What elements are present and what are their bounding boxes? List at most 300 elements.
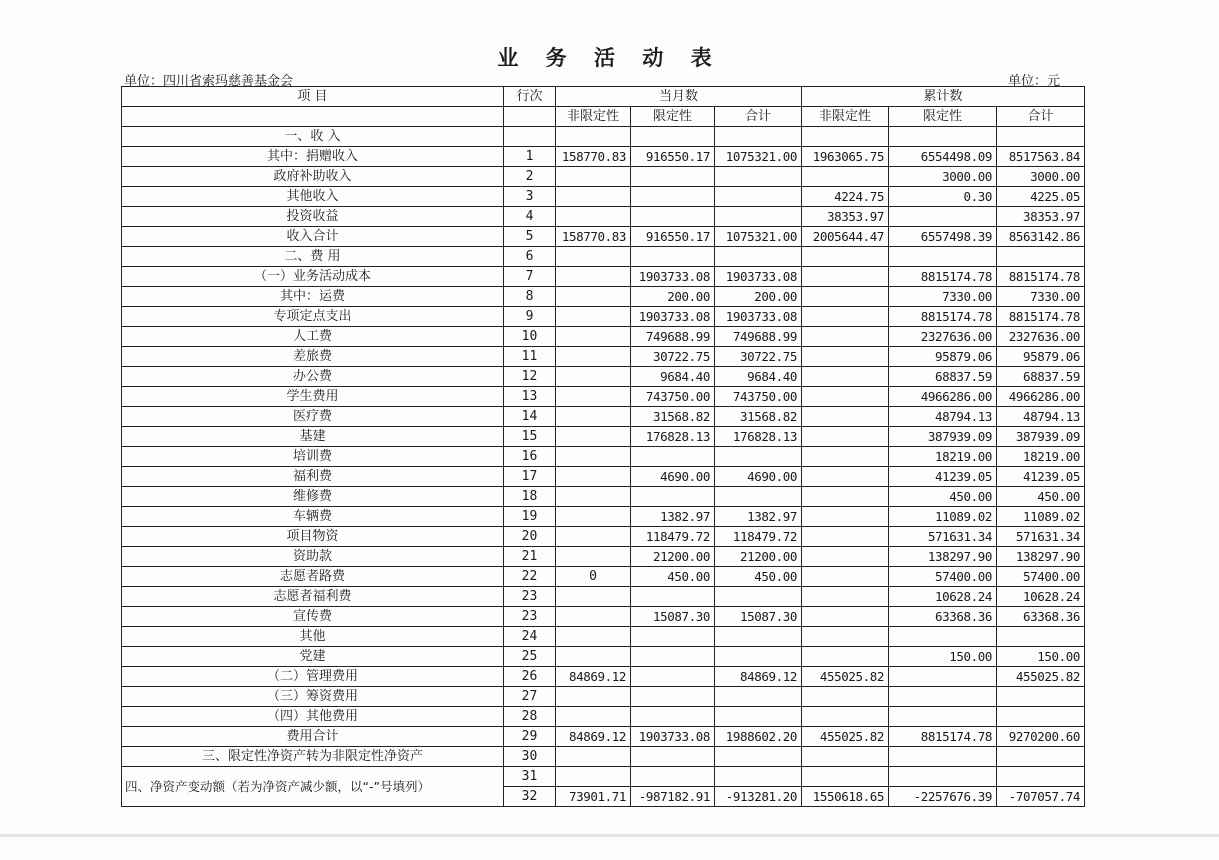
cell-cum-total: 3000.00 [997,167,1085,187]
header-current-month: 当月数 [556,87,802,107]
cell-cum-restricted: 7330.00 [889,287,997,307]
page-title: 业 务 活 动 表 [497,46,722,70]
cell-cum-unrestricted: 455025.82 [802,667,889,687]
cell-month-unrestricted [556,207,631,227]
row-line-no: 15 [504,427,556,447]
cell-month-restricted: 743750.00 [631,387,715,407]
row-line-no: 11 [504,347,556,367]
cell-cum-restricted: 63368.36 [889,607,997,627]
activity-statement-table [121,86,1085,807]
cell-cum-restricted [889,747,997,767]
cell-cum-total [997,747,1085,767]
cell-month-restricted [631,447,715,467]
cell-cum-total: 455025.82 [997,667,1085,687]
row-item-label: （三）筹资费用 [122,687,504,707]
cell-cum-restricted: 48794.13 [889,407,997,427]
cell-cum-unrestricted [802,607,889,627]
scan-edge-line [0,834,1219,837]
row-line-no: 9 [504,307,556,327]
cell-cum-unrestricted [802,407,889,427]
row-line-no: 19 [504,507,556,527]
cell-cum-total: 7330.00 [997,287,1085,307]
cell-month-restricted [631,247,715,267]
cell-month-restricted: 749688.99 [631,327,715,347]
cell-month-restricted: 916550.17 [631,227,715,247]
cell-cum-restricted: -2257676.39 [889,787,997,807]
cell-cum-total [997,127,1085,147]
header-cum-unrestricted: 非限定性 [802,107,889,127]
table-row [122,647,1085,667]
cell-empty [556,767,631,787]
cell-month-restricted: 21200.00 [631,547,715,567]
cell-month-unrestricted [556,367,631,387]
cell-cum-total: 571631.34 [997,527,1085,547]
cell-month-total: 1903733.08 [715,267,802,287]
cell-month-restricted: 1903733.08 [631,307,715,327]
row-line-no: 23 [504,587,556,607]
row-line-no: 7 [504,267,556,287]
cell-month-unrestricted [556,627,631,647]
cell-cum-unrestricted [802,647,889,667]
cell-month-total [715,167,802,187]
cell-month-total [715,647,802,667]
cell-cum-total: -707057.74 [997,787,1085,807]
row-line-no: 24 [504,627,556,647]
cell-month-unrestricted [556,607,631,627]
cell-cum-total: 41239.05 [997,467,1085,487]
row-line-no: 21 [504,547,556,567]
row-item-label: 医疗费 [122,407,504,427]
cell-cum-unrestricted [802,567,889,587]
table-row [122,607,1085,627]
row-line-no: 29 [504,727,556,747]
cell-month-unrestricted [556,707,631,727]
row-item-label: 基建 [122,427,504,447]
cell-month-total: -913281.20 [715,787,802,807]
cell-month-total: 749688.99 [715,327,802,347]
cell-cum-unrestricted: 2005644.47 [802,227,889,247]
table-row [122,567,1085,587]
row-item-label: 志愿者路费 [122,567,504,587]
cell-cum-restricted: 2327636.00 [889,327,997,347]
header-item: 项 目 [122,87,504,107]
cell-month-unrestricted: 158770.83 [556,147,631,167]
cell-cum-total: 95879.06 [997,347,1085,367]
cell-cum-total: 8517563.84 [997,147,1085,167]
cell-cum-total: 8563142.86 [997,227,1085,247]
row-line-no: 16 [504,447,556,467]
cell-cum-restricted: 4966286.00 [889,387,997,407]
row-item-label: 投资收益 [122,207,504,227]
table-row [122,287,1085,307]
cell-cum-unrestricted: 1550618.65 [802,787,889,807]
cell-cum-restricted [889,127,997,147]
cell-cum-unrestricted: 1963065.75 [802,147,889,167]
cell-cum-restricted: 8815174.78 [889,307,997,327]
cell-cum-unrestricted [802,507,889,527]
cell-month-total: 30722.75 [715,347,802,367]
cell-month-unrestricted [556,407,631,427]
row-item-label: 一、收 入 [122,127,504,147]
header-cum-total: 合计 [997,107,1085,127]
cell-cum-unrestricted [802,687,889,707]
row-line-no: 22 [504,567,556,587]
cell-month-restricted: 118479.72 [631,527,715,547]
table-row [122,367,1085,387]
cell-month-total [715,687,802,707]
row-line-no: 26 [504,667,556,687]
header-cumulative: 累计数 [802,87,1085,107]
table-row [122,307,1085,327]
row-line-no: 1 [504,147,556,167]
cell-cum-total: 68837.59 [997,367,1085,387]
cell-month-total [715,707,802,727]
row-item-label: 政府补助收入 [122,167,504,187]
cell-cum-unrestricted [802,127,889,147]
row-line-no: 25 [504,647,556,667]
cell-cum-restricted: 150.00 [889,647,997,667]
cell-month-total [715,487,802,507]
cell-cum-restricted: 18219.00 [889,447,997,467]
row-line-no: 4 [504,207,556,227]
cell-month-unrestricted [556,427,631,447]
cell-cum-unrestricted [802,527,889,547]
row-item-label: 培训费 [122,447,504,467]
cell-month-unrestricted [556,267,631,287]
cell-month-unrestricted [556,507,631,527]
cell-month-restricted [631,487,715,507]
row-line-no: 32 [504,787,556,807]
cell-month-restricted [631,127,715,147]
cell-cum-unrestricted [802,487,889,507]
cell-month-restricted [631,207,715,227]
cell-month-restricted [631,687,715,707]
table-row [122,467,1085,487]
row-item-label: 二、费 用 [122,247,504,267]
cell-month-total: 9684.40 [715,367,802,387]
cell-cum-restricted: 10628.24 [889,587,997,607]
cell-month-restricted [631,747,715,767]
cell-cum-total: 8815174.78 [997,307,1085,327]
row-line-no: 12 [504,367,556,387]
header-row-1 [122,87,1085,107]
cell-cum-unrestricted [802,547,889,567]
cell-cum-total: 4225.05 [997,187,1085,207]
cell-month-unrestricted [556,307,631,327]
cell-month-restricted [631,707,715,727]
cell-month-total [715,447,802,467]
header-blank [122,107,504,127]
row-item-label: 三、限定性净资产转为非限定性净资产 [122,747,504,767]
row-line-no: 3 [504,187,556,207]
cell-cum-total [997,687,1085,707]
table-row [122,667,1085,687]
row-item-label: 人工费 [122,327,504,347]
cell-month-unrestricted [556,247,631,267]
row-line-no: 2 [504,167,556,187]
table-row [122,507,1085,527]
cell-month-restricted [631,667,715,687]
table-row [122,747,1085,767]
cell-cum-total: 8815174.78 [997,267,1085,287]
row-item-label: 宣传费 [122,607,504,627]
cell-cum-unrestricted: 4224.75 [802,187,889,207]
table-row [122,267,1085,287]
cell-month-restricted: 15087.30 [631,607,715,627]
currency-unit: 单位：元 [1008,74,1061,89]
row-item-label: 维修费 [122,487,504,507]
cell-month-unrestricted [556,587,631,607]
row-item-label: 资助款 [122,547,504,567]
cell-month-restricted [631,167,715,187]
cell-month-unrestricted: 84869.12 [556,667,631,687]
cell-cum-total: 57400.00 [997,567,1085,587]
cell-cum-restricted [889,687,997,707]
cell-cum-unrestricted [802,167,889,187]
cell-month-total: 31568.82 [715,407,802,427]
cell-month-unrestricted [556,387,631,407]
cell-month-unrestricted [556,527,631,547]
cell-month-total [715,627,802,647]
cell-month-restricted: 30722.75 [631,347,715,367]
table-row [122,587,1085,607]
cell-month-unrestricted [556,547,631,567]
table-row [122,687,1085,707]
cell-cum-restricted: 11089.02 [889,507,997,527]
row-line-no: 18 [504,487,556,507]
cell-month-restricted: 1382.97 [631,507,715,527]
cell-cum-restricted [889,207,997,227]
row-line-no [504,127,556,147]
table-row [122,127,1085,147]
cell-month-restricted: 31568.82 [631,407,715,427]
row-line-no: 23 [504,607,556,627]
cell-cum-total [997,627,1085,647]
cell-cum-total: 2327636.00 [997,327,1085,347]
cell-cum-unrestricted [802,327,889,347]
cell-cum-total: 4966286.00 [997,387,1085,407]
cell-month-unrestricted [556,287,631,307]
cell-cum-unrestricted [802,387,889,407]
cell-cum-unrestricted [802,627,889,647]
row-item-label: 办公费 [122,367,504,387]
cell-month-total [715,247,802,267]
header-cum-restricted: 限定性 [889,107,997,127]
cell-cum-unrestricted [802,747,889,767]
cell-empty [889,767,997,787]
cell-month-total: 118479.72 [715,527,802,547]
cell-month-total: 21200.00 [715,547,802,567]
cell-cum-unrestricted: 38353.97 [802,207,889,227]
cell-month-total: 1988602.20 [715,727,802,747]
header-month-total: 合计 [715,107,802,127]
row-line-no: 13 [504,387,556,407]
cell-cum-restricted: 41239.05 [889,467,997,487]
row-item-label: 其他 [122,627,504,647]
cell-month-total: 450.00 [715,567,802,587]
row-item-label: 党建 [122,647,504,667]
cell-month-unrestricted [556,467,631,487]
cell-month-unrestricted [556,327,631,347]
cell-cum-restricted: 571631.34 [889,527,997,547]
cell-month-restricted: -987182.91 [631,787,715,807]
cell-month-total: 200.00 [715,287,802,307]
row-item-label: 其中：运费 [122,287,504,307]
row-line-no: 17 [504,467,556,487]
row-line-no: 8 [504,287,556,307]
cell-month-total: 743750.00 [715,387,802,407]
cell-month-restricted: 450.00 [631,567,715,587]
cell-cum-unrestricted [802,367,889,387]
row-item-label: 学生费用 [122,387,504,407]
cell-cum-total: 10628.24 [997,587,1085,607]
cell-cum-total: 9270200.60 [997,727,1085,747]
cell-month-restricted: 200.00 [631,287,715,307]
cell-empty [802,767,889,787]
cell-month-total: 84869.12 [715,667,802,687]
cell-month-total: 1075321.00 [715,147,802,167]
row-item-label: （一）业务活动成本 [122,267,504,287]
cell-month-unrestricted [556,687,631,707]
row-line-no: 30 [504,747,556,767]
row-item-label: （二）管理费用 [122,667,504,687]
row-line-no: 14 [504,407,556,427]
cell-month-total: 15087.30 [715,607,802,627]
cell-cum-total: 48794.13 [997,407,1085,427]
header-month-restricted: 限定性 [631,107,715,127]
cell-month-unrestricted [556,167,631,187]
table-row [122,527,1085,547]
table-row [122,247,1085,267]
table-row [122,627,1085,647]
cell-cum-unrestricted [802,447,889,467]
cell-cum-unrestricted [802,287,889,307]
table-row [122,207,1085,227]
header-line-no: 行次 [504,87,556,107]
cell-cum-restricted: 6557498.39 [889,227,997,247]
cell-month-unrestricted [556,187,631,207]
cell-cum-restricted [889,707,997,727]
cell-cum-unrestricted [802,267,889,287]
row-item-label: 收入合计 [122,227,504,247]
cell-month-unrestricted [556,647,631,667]
cell-cum-unrestricted [802,247,889,267]
cell-month-total: 1382.97 [715,507,802,527]
header-month-unrestricted: 非限定性 [556,107,631,127]
cell-month-restricted: 176828.13 [631,427,715,447]
cell-cum-total: 38353.97 [997,207,1085,227]
row-line-no: 27 [504,687,556,707]
cell-month-restricted: 4690.00 [631,467,715,487]
cell-month-restricted [631,587,715,607]
cell-cum-total: 18219.00 [997,447,1085,467]
cell-cum-unrestricted [802,307,889,327]
cell-empty [715,767,802,787]
cell-cum-unrestricted: 455025.82 [802,727,889,747]
cell-cum-unrestricted [802,347,889,367]
row-item-label: 车辆费 [122,507,504,527]
cell-cum-total [997,247,1085,267]
cell-month-unrestricted [556,487,631,507]
table-row [122,767,1085,787]
cell-cum-restricted: 450.00 [889,487,997,507]
cell-cum-restricted: 0.30 [889,187,997,207]
row-item-label: 四、净资产变动额（若为净资产减少额，以“-”号填列） [122,767,504,807]
cell-cum-restricted: 95879.06 [889,347,997,367]
organization-unit: 单位：四川省索玛慈善基金会 [124,74,294,89]
row-line-no: 5 [504,227,556,247]
table-row [122,387,1085,407]
table-row [122,707,1085,727]
table-row [122,327,1085,347]
cell-month-restricted: 9684.40 [631,367,715,387]
cell-cum-restricted: 6554498.09 [889,147,997,167]
cell-month-restricted: 1903733.08 [631,727,715,747]
row-item-label: 差旅费 [122,347,504,367]
row-item-label: 其他收入 [122,187,504,207]
cell-month-total: 1903733.08 [715,307,802,327]
cell-cum-total: 11089.02 [997,507,1085,527]
table-row [122,447,1085,467]
cell-month-total: 4690.00 [715,467,802,487]
row-item-label: 专项定点支出 [122,307,504,327]
table-row [122,187,1085,207]
cell-month-restricted: 916550.17 [631,147,715,167]
row-line-no: 20 [504,527,556,547]
table-row [122,407,1085,427]
cell-month-unrestricted: 0 [556,567,631,587]
cell-cum-unrestricted [802,427,889,447]
header-blank [504,107,556,127]
table-row [122,427,1085,447]
cell-cum-restricted [889,627,997,647]
cell-cum-total: 150.00 [997,647,1085,667]
cell-month-restricted [631,187,715,207]
row-item-label: （四）其他费用 [122,707,504,727]
cell-cum-unrestricted [802,707,889,727]
row-item-label: 项目物资 [122,527,504,547]
cell-month-total [715,747,802,767]
cell-month-restricted [631,647,715,667]
cell-month-total [715,187,802,207]
cell-cum-total: 138297.90 [997,547,1085,567]
row-line-no: 10 [504,327,556,347]
cell-cum-restricted: 8815174.78 [889,727,997,747]
cell-cum-restricted: 138297.90 [889,547,997,567]
cell-empty [997,767,1085,787]
cell-cum-restricted [889,247,997,267]
row-line-no: 6 [504,247,556,267]
cell-cum-unrestricted [802,467,889,487]
row-line-no: 31 [504,767,556,787]
header-row-2 [122,107,1085,127]
cell-month-restricted [631,627,715,647]
cell-cum-restricted: 8815174.78 [889,267,997,287]
table-row [122,347,1085,367]
cell-month-unrestricted: 73901.71 [556,787,631,807]
cell-month-total [715,207,802,227]
row-item-label: 费用合计 [122,727,504,747]
cell-month-unrestricted [556,447,631,467]
cell-cum-total: 387939.09 [997,427,1085,447]
cell-cum-unrestricted [802,587,889,607]
cell-month-unrestricted: 158770.83 [556,227,631,247]
table-row [122,547,1085,567]
cell-month-unrestricted: 84869.12 [556,727,631,747]
cell-month-total: 1075321.00 [715,227,802,247]
cell-month-total [715,127,802,147]
table-row [122,147,1085,167]
